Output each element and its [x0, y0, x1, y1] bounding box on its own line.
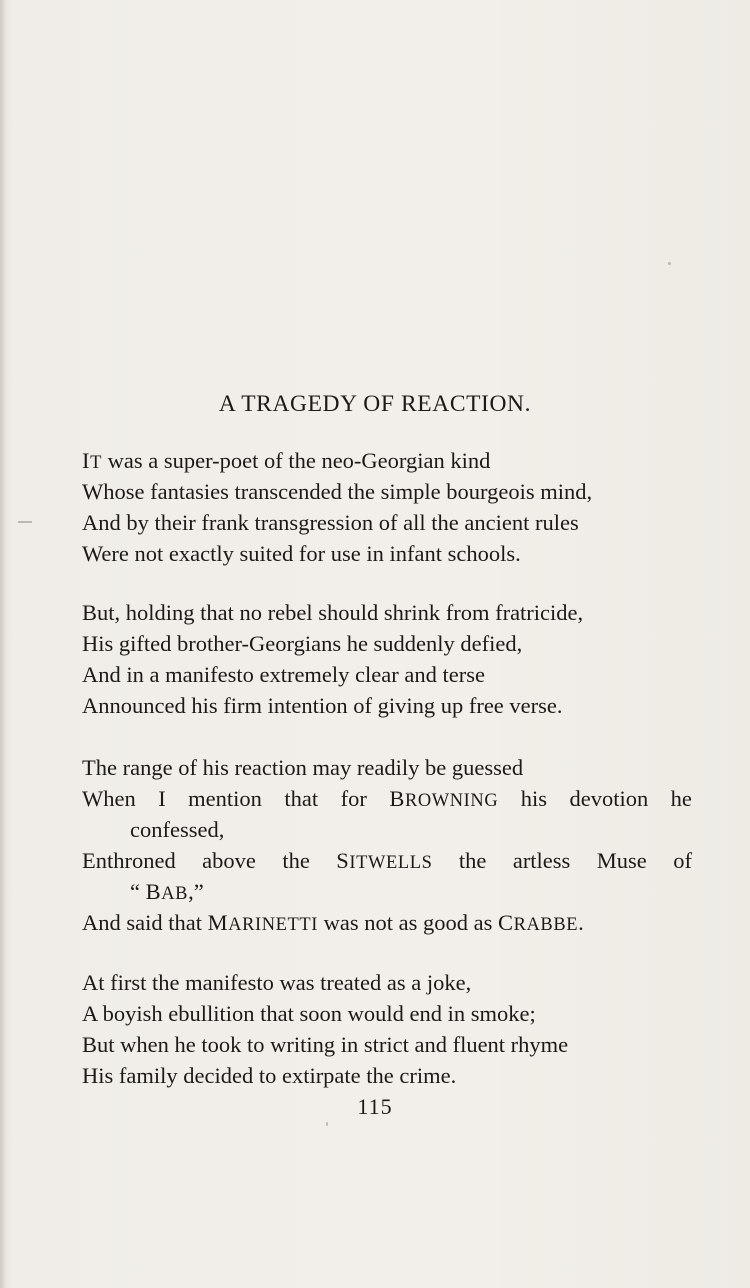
text: . [578, 910, 584, 935]
text: And said that [82, 910, 208, 935]
stanza-2 [82, 597, 692, 721]
word: devotion [569, 786, 649, 811]
verse-line-continuation: confessed, [130, 817, 225, 842]
word: of [673, 848, 692, 873]
drop-cap-word: IT [82, 448, 102, 473]
open-quote: “ [130, 879, 146, 904]
verse-line: Announced his firm intention of giving up free verse. [82, 693, 563, 718]
word: that [284, 786, 319, 811]
verse-line: Were not exactly suited for use in infant schools. [82, 541, 521, 566]
stanza-1 [82, 445, 692, 569]
word: the [282, 848, 310, 873]
paper-speck [326, 1122, 328, 1126]
verse-line: But, holding that no rebel should shrink from fratricide, [82, 600, 584, 625]
verse-line-text: was a super-poet of the neo-Georgian kind [101, 448, 491, 473]
page-number: 115 [357, 1094, 393, 1119]
close-quote: ,” [188, 879, 204, 904]
word: artless [512, 848, 571, 873]
verse-line [82, 445, 692, 476]
name-browning [389, 783, 498, 814]
small-caps-name: CRABBE [498, 910, 579, 935]
verse-line-continuation [82, 876, 692, 907]
verse-line [82, 907, 692, 938]
text: was not as good as [318, 910, 498, 935]
verse-line: His gifted brother-Georgians he suddenly defied, [82, 631, 523, 656]
verse-line: And by their frank transgression of all the ancient rules [82, 510, 579, 535]
word: he [670, 786, 692, 811]
verse-line: At first the manifesto was treated as a joke, [82, 970, 472, 995]
verse-line: A boyish ebullition that soon would end in smoke; [82, 1001, 536, 1026]
verse-line: Whose fantasies transcended the simple bourgeois mind, [82, 479, 593, 504]
paper-speck [668, 262, 671, 265]
stanza-4 [82, 967, 692, 1091]
word: the [458, 848, 487, 873]
word: mention [188, 786, 262, 811]
small-caps-name: BAB [145, 879, 189, 904]
poem-title: A TRAGEDY OF REACTION. [218, 391, 532, 417]
verse-line-justified [82, 845, 692, 876]
word: above [202, 848, 256, 873]
verse-line: The range of his reaction may readily be guessed [82, 755, 524, 780]
small-caps-name: MARINETTI [207, 910, 319, 935]
word: for [340, 786, 367, 811]
small-caps-name: BROWNING [389, 786, 499, 811]
word: his [520, 786, 547, 811]
margin-mark [18, 521, 32, 523]
word: When [82, 786, 136, 811]
verse-line: His family decided to extirpate the crime. [82, 1063, 457, 1088]
small-caps-name: SITWELLS [336, 848, 433, 873]
verse-line: But when he took to writing in strict and fluent rhyme [82, 1032, 569, 1057]
stanza-3 [82, 752, 692, 938]
word: Muse [596, 848, 647, 873]
verse-line-justified [82, 783, 692, 814]
word: Enthroned [82, 848, 176, 873]
word: I [158, 786, 166, 811]
verse-line: And in a manifesto extremely clear and terse [82, 662, 485, 687]
